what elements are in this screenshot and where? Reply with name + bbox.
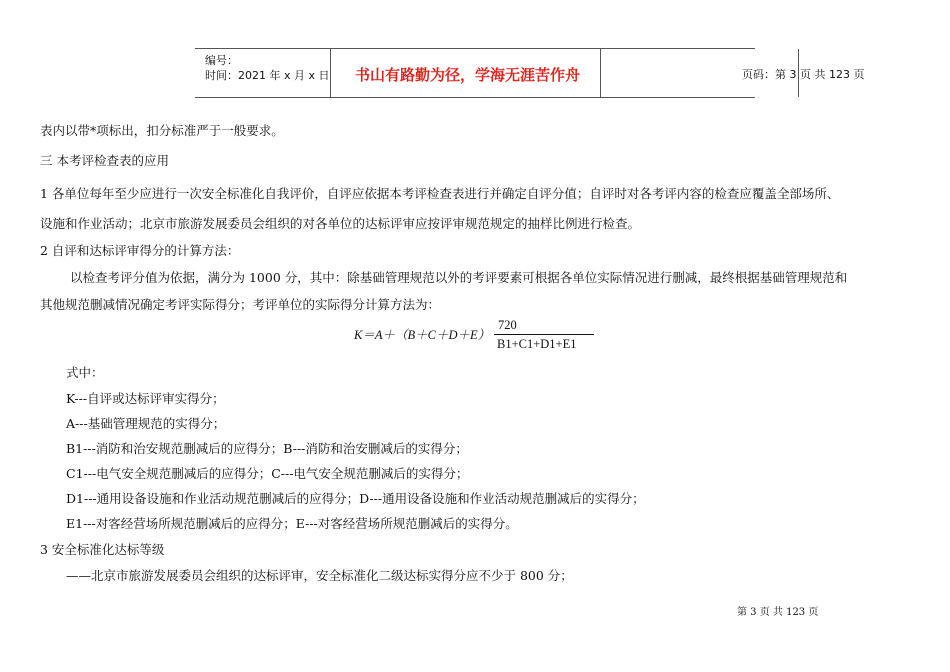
text-line: 以检查考评分值为依据，满分为 1000 分，其中：除基础管理规范以外的考评要素可根据各单位实际情况进行删减，最终根据基础管理规范和 xyxy=(70,270,848,285)
document-time-label: 时间：2021 年 x 月 x 日 xyxy=(205,69,330,82)
text-line: 式中： xyxy=(66,365,104,380)
subsection-heading: 3 安全标准化达标等级 xyxy=(40,542,165,557)
header-motto: 书山有路勤为径，学海无涯苦作舟 xyxy=(354,66,580,84)
header-page-info: 页码：第 3 页 共 123 页 xyxy=(742,68,865,81)
definition-line: C1---电气安全规范删减后的应得分；C---电气安全规范删减后的实得分； xyxy=(66,466,469,481)
definition-line: D1---通用设备设施和作业活动规范删减后的应得分；D---通用设备设施和作业活动规范删减后的实得分； xyxy=(66,491,645,506)
definition-line: K---自评或达标评审实得分； xyxy=(66,391,225,406)
text-line: 表内以带*项标出，扣分标准严于一般要求。 xyxy=(40,123,284,138)
text-line: ——北京市旅游发展委员会组织的达标评审，安全标准化二级达标实得分应不少于 800 分； xyxy=(66,568,573,583)
formula-denominator: B1+C1+D1+E1 xyxy=(497,337,577,351)
definition-line: A---基础管理规范的实得分； xyxy=(66,416,226,431)
subsection-heading: 2 自评和达标评审得分的计算方法： xyxy=(40,243,240,258)
header-main xyxy=(330,49,865,97)
definition-line: E1---对客经营场所规范删减后的应得分；E---对客经营场所规范删减后的实得分。 xyxy=(66,516,518,531)
fraction-bar xyxy=(494,334,594,335)
page-footer: 第 3 页 共 123 页 xyxy=(737,607,819,618)
text-line: 其他规范删减情况确定考评实际得分；考评单位的实际得分计算方法为： xyxy=(40,297,441,312)
formula-lhs: K＝A＋（B＋C＋D＋E） xyxy=(354,328,491,342)
definition-line: B1---消防和治安规范删减后的应得分；B---消防和治安删减后的实得分； xyxy=(66,441,468,456)
text-line: 1 各单位每年至少应进行一次安全标准化自我评价，自评应依据本考评检查表进行并确定自评分值；自评时对各考评内容的检查应覆盖全部场所、 xyxy=(40,186,840,201)
formula-numerator: 720 xyxy=(498,318,517,332)
header-meta xyxy=(195,49,331,97)
page-header xyxy=(195,48,865,98)
text-line: 设施和作业活动；北京市旅游发展委员会组织的对各单位的达标评审应按评审规范规定的抽样比例进行检查。 xyxy=(40,216,641,231)
section-heading: 三 本考评检查表的应用 xyxy=(40,153,169,168)
document-number-label: 编号： xyxy=(205,54,238,67)
header-divider xyxy=(600,49,601,97)
